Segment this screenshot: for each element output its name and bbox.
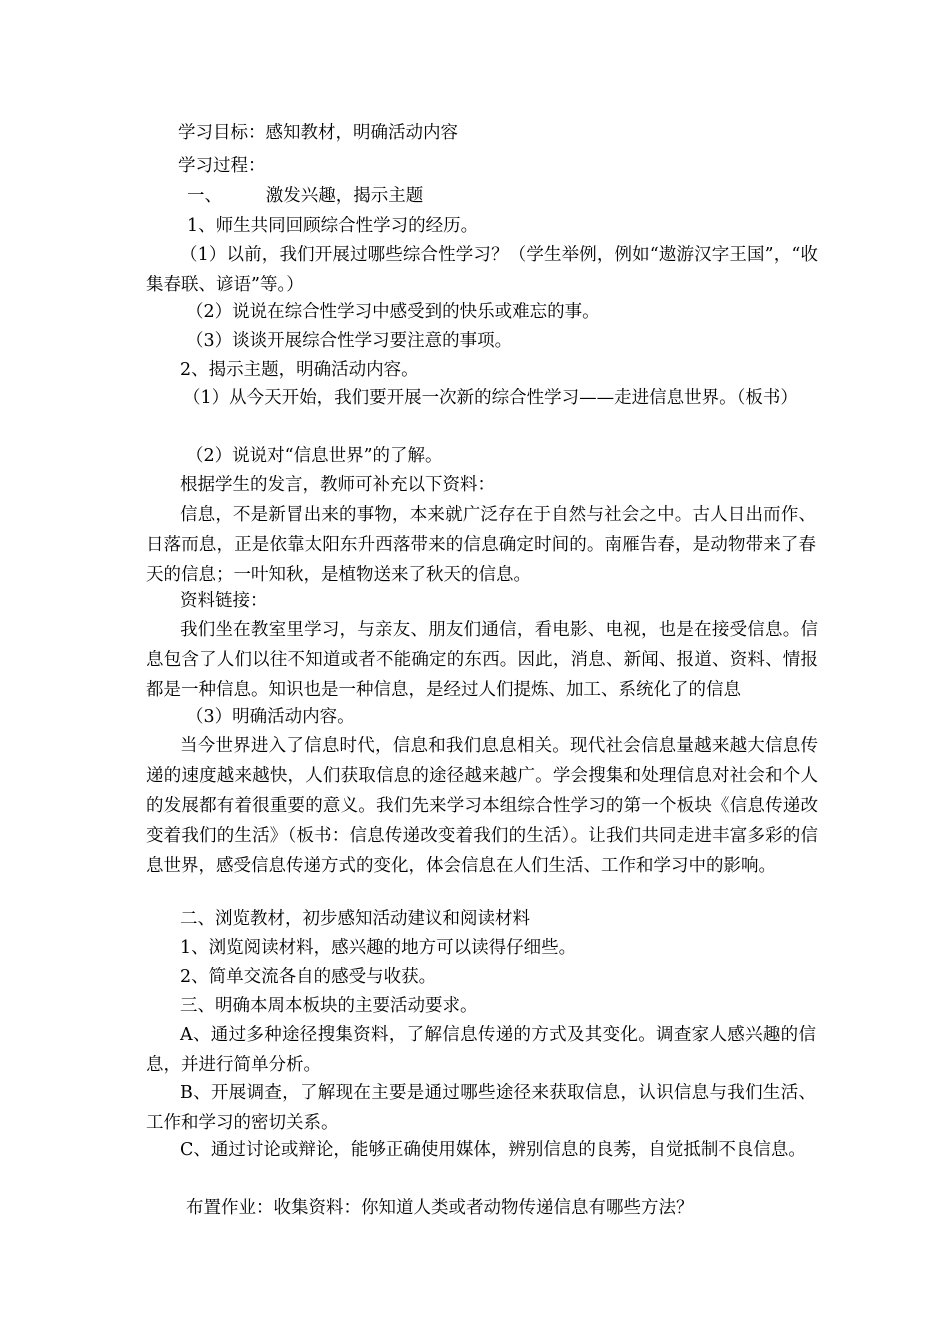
step-2: 2、揭示主题，明确活动内容。	[180, 360, 419, 380]
teacher-note: 根据学生的发言，教师可补充以下资料：	[180, 475, 495, 495]
resource-link-heading: 资料链接：	[180, 591, 268, 611]
section-three-heading: 三、明确本周本板块的主要活动要求。	[180, 996, 478, 1016]
homework: 布置作业：收集资料：你知道人类或者动物传递信息有哪些方法？	[186, 1198, 694, 1218]
era-paragraph: 当今世界进入了信息时代，信息和我们息息相关。现代社会信息量越来越大信息传递的速度越来越快，人们获取信息的途径越来越广。学会搜集和处理信息对社会和个人的发展都有着很重要的意义。我们先来学习本组综合性学习的第一个板块《信息传递改变着我们的生活》（板书：信息传递改变着我们的生活）。让我们共同走进丰富多彩的信息世界，感受信息传递方式的变化，体会信息在人们生活、工作和学习中的影响。	[146, 736, 818, 876]
learning-goal: 学习目标：感知教材，明确活动内容	[178, 123, 458, 143]
step-1: 1、师生共同回顾综合性学习的经历。	[187, 216, 479, 236]
item-2-1: （1）从今天开始，我们要开展一次新的综合性学习——走进信息世界。（板书）	[183, 388, 798, 408]
requirement-b: B、开展调查，了解现在主要是通过哪些途径来获取信息，认识信息与我们生活、工作和学习的密切关系。	[146, 1083, 816, 1133]
section-two-heading: 二、浏览教材，初步感知活动建议和阅读材料	[180, 909, 530, 929]
section-one-heading: 一、 激发兴趣，揭示主题	[187, 186, 424, 206]
section-two-item-1: 1、浏览阅读材料，感兴趣的地方可以读得仔细些。	[180, 938, 577, 958]
requirement-c: C、通过讨论或辩论，能够正确使用媒体，辨别信息的良莠，自觉抵制不良信息。	[180, 1140, 806, 1160]
item-2-3: （3）明确活动内容。	[186, 707, 355, 727]
info-paragraph: 信息，不是新冒出来的事物，本来就广泛存在于自然与社会之中。古人日出而作、日落而息，正是依靠太阳东升西落带来的信息确定时间的。南雁告春，是动物带来了春天的信息；一叶知秋，是植物送来了秋天的信息。	[146, 505, 816, 585]
item-1-1: （1）以前，我们开展过哪些综合性学习？（学生举例，例如“遨游汉字王国”，“收集春联、谚语”等。）	[146, 245, 818, 295]
item-2-2: （2）说说对“信息世界”的了解。	[186, 446, 443, 466]
requirement-a: A、通过多种途径搜集资料，了解信息传递的方式及其变化。调查家人感兴趣的信息，并进行简单分析。	[146, 1025, 816, 1075]
item-1-3: （3）谈谈开展综合性学习要注意的事项。	[186, 331, 513, 351]
section-two-item-2: 2、简单交流各自的感受与收获。	[180, 967, 437, 987]
item-1-2: （2）说说在综合性学习中感受到的快乐或难忘的事。	[186, 302, 600, 322]
learning-process-heading: 学习过程：	[178, 156, 266, 176]
resource-paragraph: 我们坐在教室里学习，与亲友、朋友们通信，看电影、电视，也是在接受信息。信息包含了人们以往不知道或者不能确定的东西。因此，消息、新闻、报道、资料、情报都是一种信息。知识也是一种信息，是经过人们提炼、加工、系统化了的信息	[146, 620, 818, 700]
